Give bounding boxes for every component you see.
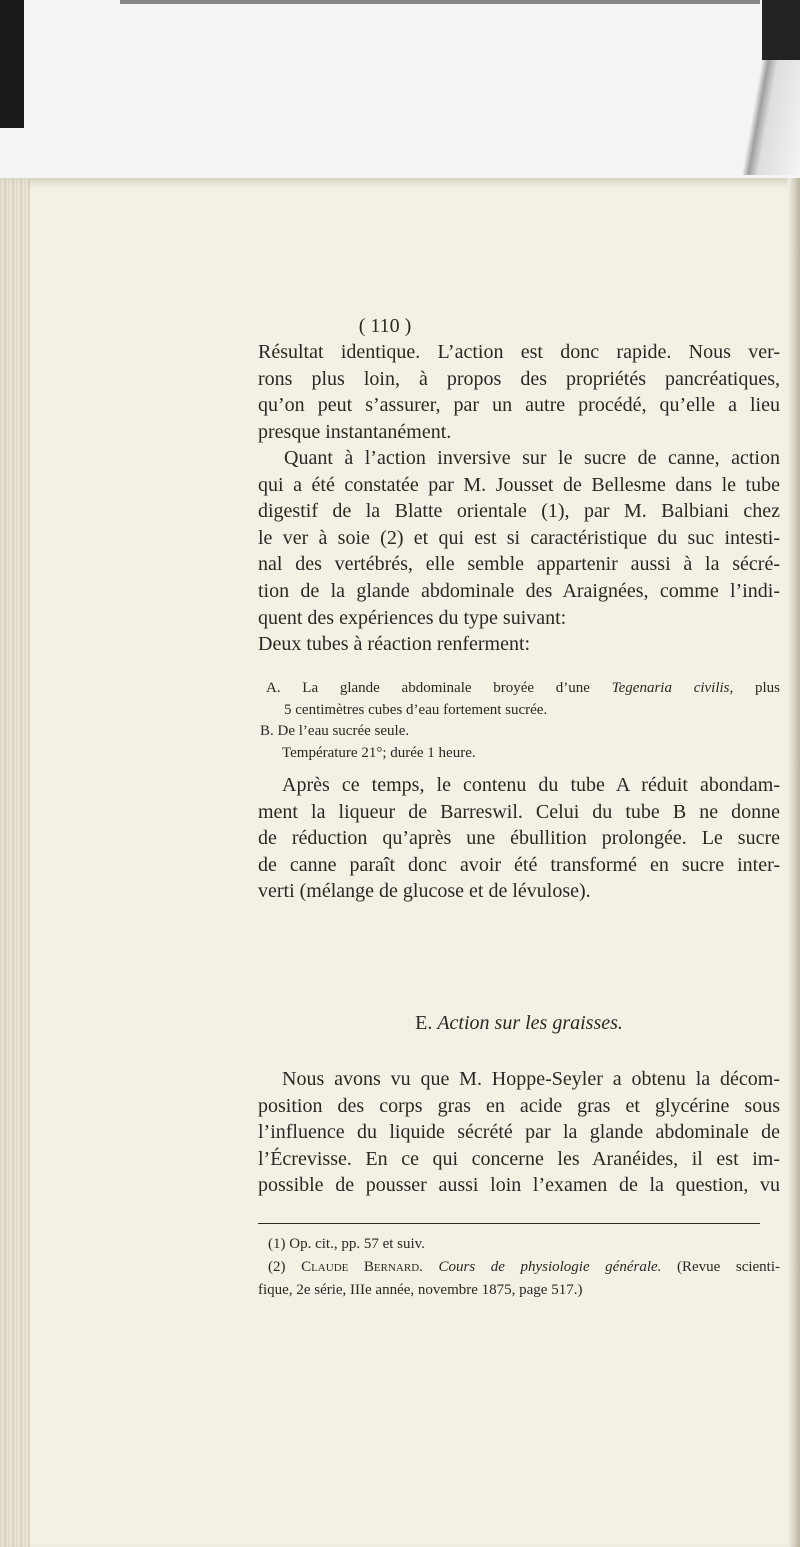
footnote-rule [258, 1223, 760, 1224]
text-line: verti (mélange de glucose et de lévulose). [258, 880, 591, 903]
footnote-2-author: Claude Bernard. [301, 1259, 423, 1275]
page-number: ( 110 ) [358, 315, 412, 337]
page-fold [788, 178, 800, 1547]
footnote-2-number: (2) [268, 1259, 286, 1275]
paragraph-4 [258, 1066, 780, 1199]
scan-top-mark [120, 0, 760, 4]
footnote-2-title: Cours de physiologie générale. [438, 1259, 662, 1275]
page-edge [0, 178, 30, 1547]
text-line: Résultat identique. L’action est donc rapide. Nous ver- [258, 341, 780, 363]
paragraph-1 [258, 339, 780, 445]
text-line: position des corps gras en acide gras et glycérine sous [258, 1094, 780, 1117]
text-line: nal des vertébrés, elle semble appartenir aussi à la sécré- [258, 553, 780, 576]
text-line: presque instantanément. [258, 420, 452, 443]
text-line: tion de la glande abdominale des Araignées, comme l’indi- [258, 579, 780, 602]
text-line: ment la liqueur de Barreswil. Celui du tube B ne donne [258, 800, 780, 823]
section-title: Action sur les graisses. [437, 1012, 623, 1034]
text-line: qu’on peut s’assurer, par un autre procédé, qu’elle a lieu [258, 394, 780, 417]
text-line: le ver à soie (2) et qui est si caractéristique du suc intesti- [258, 526, 780, 549]
footnote-2-continued: fique, 2e série, IIIe année, novembre 1875, page 517.) [258, 1282, 583, 1298]
footnote-1: (1) Op. cit., pp. 57 et suiv. [268, 1236, 425, 1252]
section-heading [258, 1012, 780, 1035]
footnotes [258, 1233, 780, 1302]
text-line: quent des expériences du type suivant: [258, 606, 567, 629]
text-line: de réduction qu’après une ébullition prolongée. Le sucre [258, 827, 780, 850]
text-line: possible de pousser aussi loin l’examen de la question, vu [258, 1174, 780, 1197]
text-line: qui a été constatée par M. Jousset de Bellesme dans le tube [258, 473, 780, 496]
paragraph-2 [258, 445, 780, 658]
footnote-2 [258, 1256, 780, 1279]
experiment-a-text: A. La glande abdominale broyée d’une [266, 680, 590, 696]
text-line: Après ce temps, le contenu du tube A réduit abondam- [282, 774, 780, 796]
text-line: de canne paraît donc avoir été transformé en sucre inter- [258, 853, 780, 876]
text-line: Nous avons vu que M. Hoppe-Seyler a obtenu la décom- [282, 1068, 780, 1090]
text-line: rons plus loin, à propos des propriétés pancréatiques, [258, 367, 780, 390]
scan-dark-strip [0, 0, 24, 128]
scan-dark-corner [762, 0, 800, 60]
experiment-item-a [260, 678, 780, 700]
experiment-list [260, 678, 780, 764]
experiment-conditions: Température 21°; durée 1 heure. [282, 744, 476, 761]
section-letter: E. [415, 1012, 433, 1034]
text-line: Quant à l’action inversive sur le sucre de canne, action [284, 447, 780, 469]
footnote-2-rest: (Revue scienti- [676, 1259, 781, 1275]
text-line: l’influence du liquide sécrété par la glande abdominale de [258, 1121, 780, 1144]
experiment-item-b: B. De l’eau sucrée seule. [260, 723, 410, 739]
text-line: l’Écrevisse. En ce qui concerne les Aranéides, il est im- [258, 1147, 780, 1170]
paragraph-3 [258, 772, 780, 905]
experiment-a-suffix: plus [755, 680, 781, 696]
species-name: Tegenaria civilis, [611, 680, 734, 696]
scan-background [0, 0, 800, 178]
text-line: digestif de la Blatte orientale (1), par M. Balbiani chez [258, 500, 780, 523]
experiment-item-a-continued: 5 centimètres cubes d’eau fortement sucrée. [284, 701, 548, 718]
text-line: Deux tubes à réaction renferment: [258, 633, 531, 656]
